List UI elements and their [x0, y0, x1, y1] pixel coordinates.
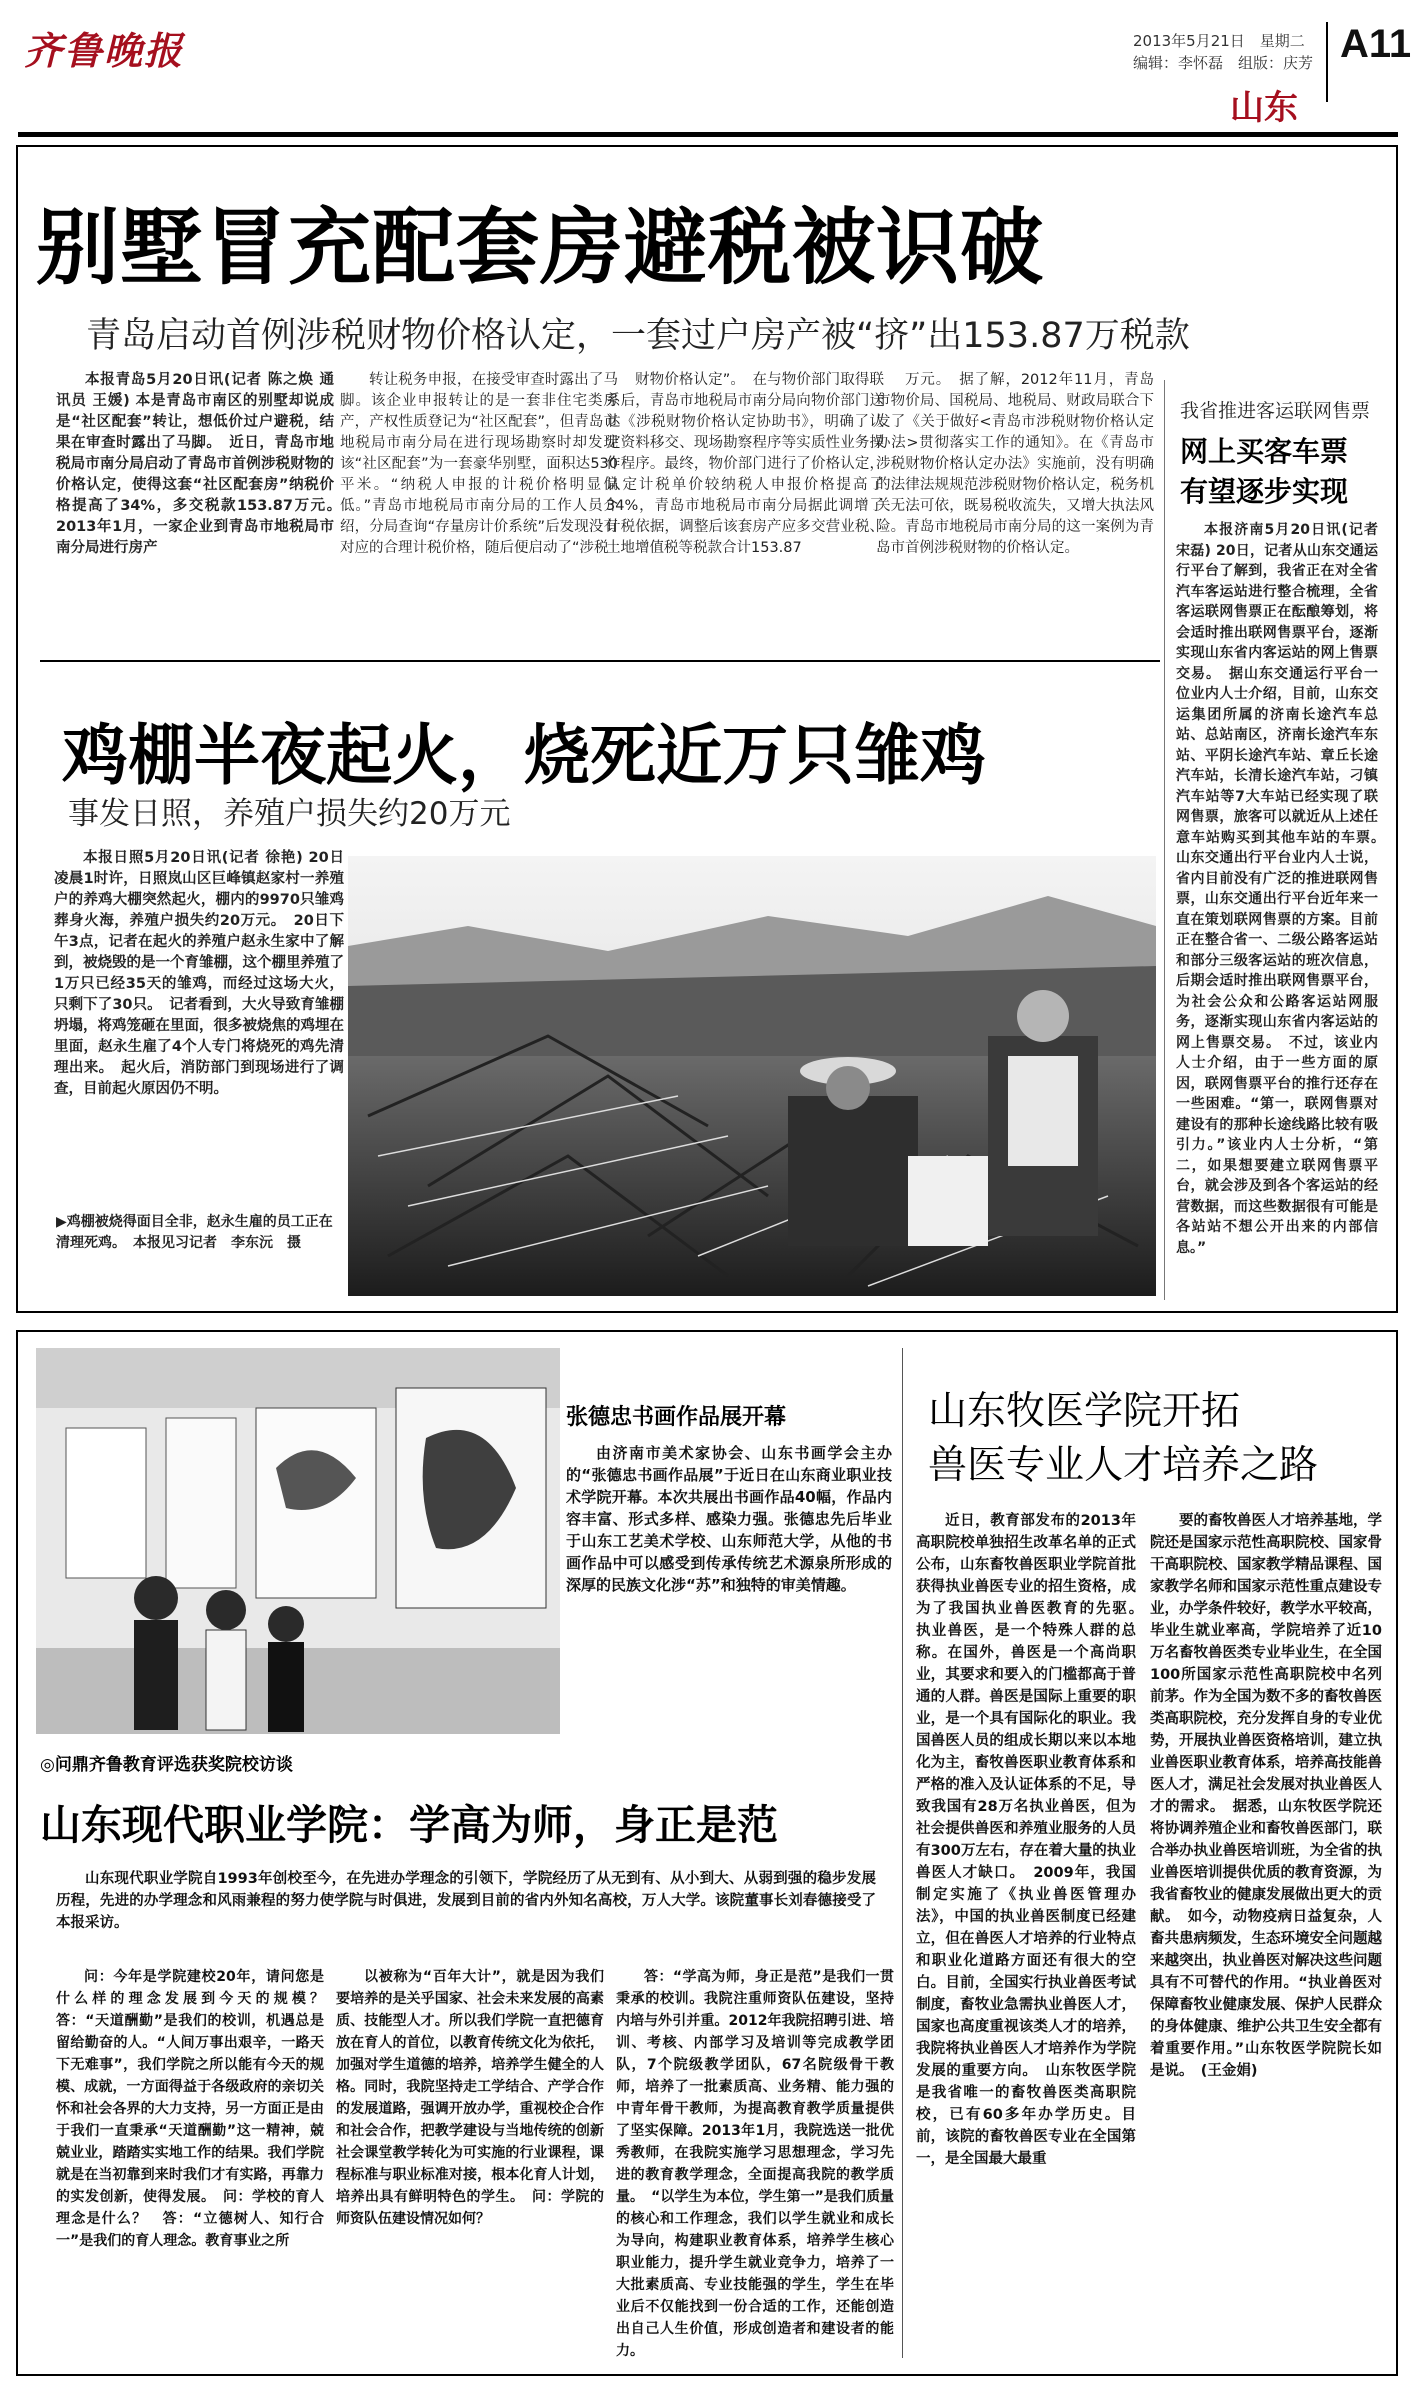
story3-kicker: 我省推进客运联网售票 — [1180, 400, 1371, 422]
story2-headline: 鸡棚半夜起火，烧死近万只雏鸡 — [62, 717, 986, 794]
interview-intro: 山东现代职业学院自1993年创校至今，在先进办学理念的引领下，学院经历了从无到有、从小到大、从弱到强的稳步发展历程，先进的办学理念和风雨兼程的努力使学院与时俱进，发展到目前的省内外知名高校，万人大学。该院董事长刘春德接受了本报采访。 — [56, 1871, 876, 1931]
exhibition-title: 张德忠书画作品展开幕 — [566, 1405, 787, 1430]
exhibition-photo — [36, 1348, 560, 1734]
burned-shed-photo — [348, 856, 1156, 1296]
story1-column-1: 本报青岛5月20日讯(记者 陈之焕 通讯员 王媛) 本是青岛市南区的别墅却说成是“社区配套”转让，想低价过户避税，结果在审查时露出了马脚。 近日，青岛市地税局市南分局启动了青岛市首例涉税财物的价格认定，使得这套“社区配套房”纳税价格提高了34%，多交税款153.87万元。 2013年1月，一家企业到青岛市地税局市南分局进行房产 — [56, 372, 334, 556]
story1-divider — [40, 660, 1160, 662]
interview-headline: 山东现代职业学院：学高为师，身正是范 — [40, 1801, 778, 1849]
story5-headline-line1: 山东牧医学院开拓 — [928, 1389, 1241, 1434]
editor-line: 编辑：李怀磊 组版：庆芳 — [1133, 54, 1314, 72]
interview-qa-column-1: 问：今年是学院建校20年，请问您是什么样的理念发展到今天的规模？ 答：“天道酬勤”是我们的校训，机遇总是留给勤奋的人。“人间万事出艰辛，一路天下无难事”，我们学院之所以能有今天的规模、成就，一方面得益于各级政府的亲切关怀和社会各界的大力支持，另一方面正是由于我们一直秉承“天道酬勤”这一精神，兢兢业业，踏踏实实地工作的结果。我们学院就是在当初靠到来时我们才有实路，再靠力的实发创新，使得发展。 问：学校的育人理念是什么？ 答：“立德树人、知行合一”是我们的育人理念。教育事业之所 — [56, 1969, 324, 2249]
bottom-column-rule — [902, 1348, 903, 2358]
story2-body: 本报日照5月20日讯(记者 徐艳) 20日凌晨1时许，日照岚山区巨峰镇赵家村一养殖户的养鸡大棚突然起火，棚内的9970只雏鸡葬身火海，养殖户损失约20万元。 20日下午3点，记者在起火的养殖户赵永生家中了解到，被烧毁的是一个育雏棚，这个棚里养殖了1万只已经35天的雏鸡，而经过这场大火，只剩下了30只。 记者看到，大火导致育雏棚坍塌，将鸡笼砸在里面，很多被烧焦的鸡埋在里面，赵永生雇了4个人专门将烧死的鸡先清理出来。 起火后，消防部门到现场进行了调查，目前起火原因仍不明。 — [54, 850, 344, 1097]
story2-caption: ▶鸡棚被烧得面目全非，赵永生雇的员工正在清理死鸡。 本报见习记者 李东沅 摄 — [56, 1214, 333, 1251]
interview-qa-column-2: 以被称为“百年大计”，就是因为我们要培养的是关乎国家、社会未来发展的高素质、技能型人才。所以我们学院一直把德育放在育人的首位，以教育传统文化为依托，加强对学生道德的培养，培养学生健全的人格。同时，我院坚持走工学结合、产学合作的发展道路，强调开放办学，重视校企合作和社会合作，把教学建设与当地传统的创新社会课堂教学转化为可实施的行业课程，课程标准与职业标准对接，根本化育人计划，培养出具有鲜明特色的学生。 问：学院的师资队伍建设情况如何？ — [336, 1969, 604, 2227]
exhibition-text: 由济南市美术家协会、山东书画学会主办的“张德忠书画作品展”于近日在山东商业职业技术学院开幕。本次共展出书画作品40幅，作品内容丰富、形式多样、感染力强。张德忠先后毕业于山东工艺美术学校、山东师范大学，从他的书画作品中可以感受到传承传统艺术源泉所形成的深厚的民族文化涉“苏”和独特的审美情趣。 — [566, 1444, 892, 1594]
interview-qa-column-3: 答：“学高为师，身正是范”是我们一贯秉承的校训。我院注重师资队伍建设，坚持内培与外引并重。2012年我院招聘引进、培训、考核、内部学习及培训等完成教学团队，7个院级教学团队，67名院级骨干教师，培养了一批素质高、业务精、能力强的中青年骨干教师，为提高教育教学质量提供了坚实保障。2013年1月，我院选送一批优秀教师，在我院实施学习思想理念，学习先进的教育教学理念，全面提高我院的教学质量。 “以学生为本位，学生第一”是我们质量的核心和工作理念，我们以学生就业和成长为导向，构建职业教育体系，培养学生核心职业能力，提升学生就业竞争力，培养了一大批素质高、专业技能强的学生，学生在毕业后不仅能找到一份合适的工作，还能创造出自己人生价值，形成创造者和建设者的能力。 — [616, 1969, 894, 2359]
right-column-rule — [1164, 380, 1165, 1300]
story5-column-1: 近日，教育部发布的2013年高职院校单独招生改革名单的正式公布，山东畜牧兽医职业学院首批获得执业兽医专业的招生资格，成为了我国执业兽医教育的先驱。 执业兽医，是一个特殊人群的总称。在国外，兽医是一个高尚职业，其要求和要入的门槛都高于普通的人群。兽医是国际上重要的职业，是一个具有国际化的职业。我国兽医人员的组成长期以来以本地化为主，畜牧兽医职业教育体系和严格的准入及认证体系的不足，导致我国有28万名执业兽医，但为社会提供兽医和养殖业服务的人员有300万左右，存在着大量的执业兽医人才缺口。 2009年，我国制定实施了《执业兽医管理办法》，中国的执业兽医制度已经建立，但在兽医人才培养的行业特点和职业化道路方面还有很大的空白。目前，全国实行执业兽医考试制度，畜牧业急需执业兽医人才，国家也高度重视该类人才的培养，我院将执业兽医人才培养作为学院发展的重要方向。 山东牧医学院是我省唯一的畜牧兽医类高职院校，已有60多年办学历史。目前，该院的畜牧兽医专业在全国第一，是全国最大最重 — [916, 1513, 1136, 2167]
story1-headline: 别墅冒充配套房避税被识破 — [36, 199, 1044, 296]
masthead-vertical-rule — [1326, 22, 1328, 102]
exhibition-illustration — [36, 1348, 560, 1734]
story1-column-2: 转让税务申报，在接受审查时露出了马脚。该企业申报转让的是一套非住宅类房产，产权性质登记为“社区配套”，但青岛市地税局市南分局在进行现场勘察时却发现该“社区配套”为一套豪华别墅，面积达530平米。“纳税人申报的计税价格明显偏低。”青岛市地税局市南分局的工作人员介绍，分局查询“存量房计价系统”后发现没有对应的合理计税价格，随后便启动了“涉税 — [340, 372, 618, 556]
masthead-logo: 齐鲁晚报 — [24, 28, 185, 73]
story3-headline-line1: 网上买客车票 — [1180, 435, 1349, 468]
page-code: A11 — [1340, 22, 1412, 66]
interview-kicker: ◎问鼎齐鲁教育评选获奖院校访谈 — [40, 1755, 293, 1775]
story1-column-4: 万元。 据了解，2012年11月，青岛市物价局、国税局、地税局、财政局联合下发了《关于做好<青岛市涉税财物价格认定办法>贯彻落实工作的通知》。在《青岛市涉税财物价格认定办法》实施前，没有明确的法律法规规范涉税财物价格认定，税务机关无法可依，既易税收流失，又增大执法风险。青岛市地税局市南分局的这一案例为青岛市首例涉税财物的价格认定。 — [876, 372, 1154, 556]
story3-headline-line2: 有望逐步实现 — [1180, 475, 1349, 508]
burned-shed-illustration — [348, 856, 1156, 1296]
date-line: 2013年5月21日 星期二 — [1133, 32, 1305, 50]
story3-body: 本报济南5月20日讯(记者 宋磊) 20日，记者从山东交通运行平台了解到，我省正在对全省汽车客运站进行整合梳理，全省客运联网售票正在酝酿筹划，将会适时推出联网售票平台，逐渐实现山东省内客运站的网上售票交易。 据山东交通运行平台一位业内人士介绍，目前，山东交运集团所属的济南长途汽车总站、总站南区，济南长途汽车东站、平阴长途汽车站、章丘长途汽车站，长清长途汽车站，刁镇汽车站等7大车站已经实现了联网售票，旅客可以就近从上述任意车站购买到其他车站的车票。 山东交通出行平台业内人士说，省内目前没有广泛的推进联网售票，山东交通出行平台近年来一直在策划联网售票的方案。目前正在整合省一、二级公路客运站和部分三级客运站的班次信息，后期会适时推出联网售票平台，为社会公众和公路客运站网服务，逐渐实现山东省内客运站的网上售票交易。 不过，该业内人士介绍，由于一些方面的原因，联网售票平台的推行还存在一些困难。“第一，联网售票对建设有的那种长途线路比较有吸引力。”该业内人士分析，“第二，如果想要建立联网售票平台，就会涉及到各个客运站的经营数据，而这些数据很有可能是各站站不想公开出来的内部信息。” — [1176, 522, 1378, 1256]
story5-column-2: 要的畜牧兽医人才培养基地，学院还是国家示范性高职院校、国家骨干高职院校、国家教学精品课程、国家教学名师和国家示范性重点建设专业，办学条件较好，教学水平较高，毕业生就业率高，学院培养了近10万名畜牧兽医类专业毕业生，在全国100所国家示范性高职院校中名列前茅。作为全国为数不多的畜牧兽医类高职院校，充分发挥自身的专业优势，开展执业兽医资格培训，建立执业兽医职业教育体系，培养高技能兽医人才，满足社会发展对执业兽医人才的需求。 据悉，山东牧医学院还将协调养殖企业和畜牧兽医部门，联合举办执业兽医培训班，为全省的执业兽医培训提供优质的教育资源，为我省畜牧业的健康发展做出更大的贡献。 如今，动物疫病日益复杂，人畜共患病频发，生态环境安全问题越来越突出，执业兽医对解决这些问题具有不可替代的作用。“执业兽医对保障畜牧业健康发展、保护人民群众的身体健康、维护公共卫生安全都有着重要作用。”山东牧医学院院长如是说。 (王金娟) — [1150, 1513, 1382, 2079]
section-label: 山东 — [1230, 88, 1298, 128]
masthead-rule — [18, 132, 1398, 137]
story1-subheadline: 青岛启动首例涉税财物价格认定，一套过户房产被“挤”出153.87万税款 — [86, 316, 1190, 356]
story2-subheadline: 事发日照，养殖户损失约20万元 — [68, 796, 511, 832]
story5-headline-line2: 兽医专业人才培养之路 — [928, 1443, 1319, 1488]
story1-column-3: 财物价格认定”。 在与物价部门取得联系后，青岛市地税局市南分局向物价部门送达《涉税财物价格认定协助书》，明确了认定资料移交、现场勘察程序等实质性业务操作程序。最终，物价部门进行了价格认定，认定计税单价较纳税人申报价格提高了34%，青岛市地税局市南分局据此调增了计税依据，调整后该套房产应多交营业税、土地增值税等税款合计153.87 — [606, 372, 884, 556]
